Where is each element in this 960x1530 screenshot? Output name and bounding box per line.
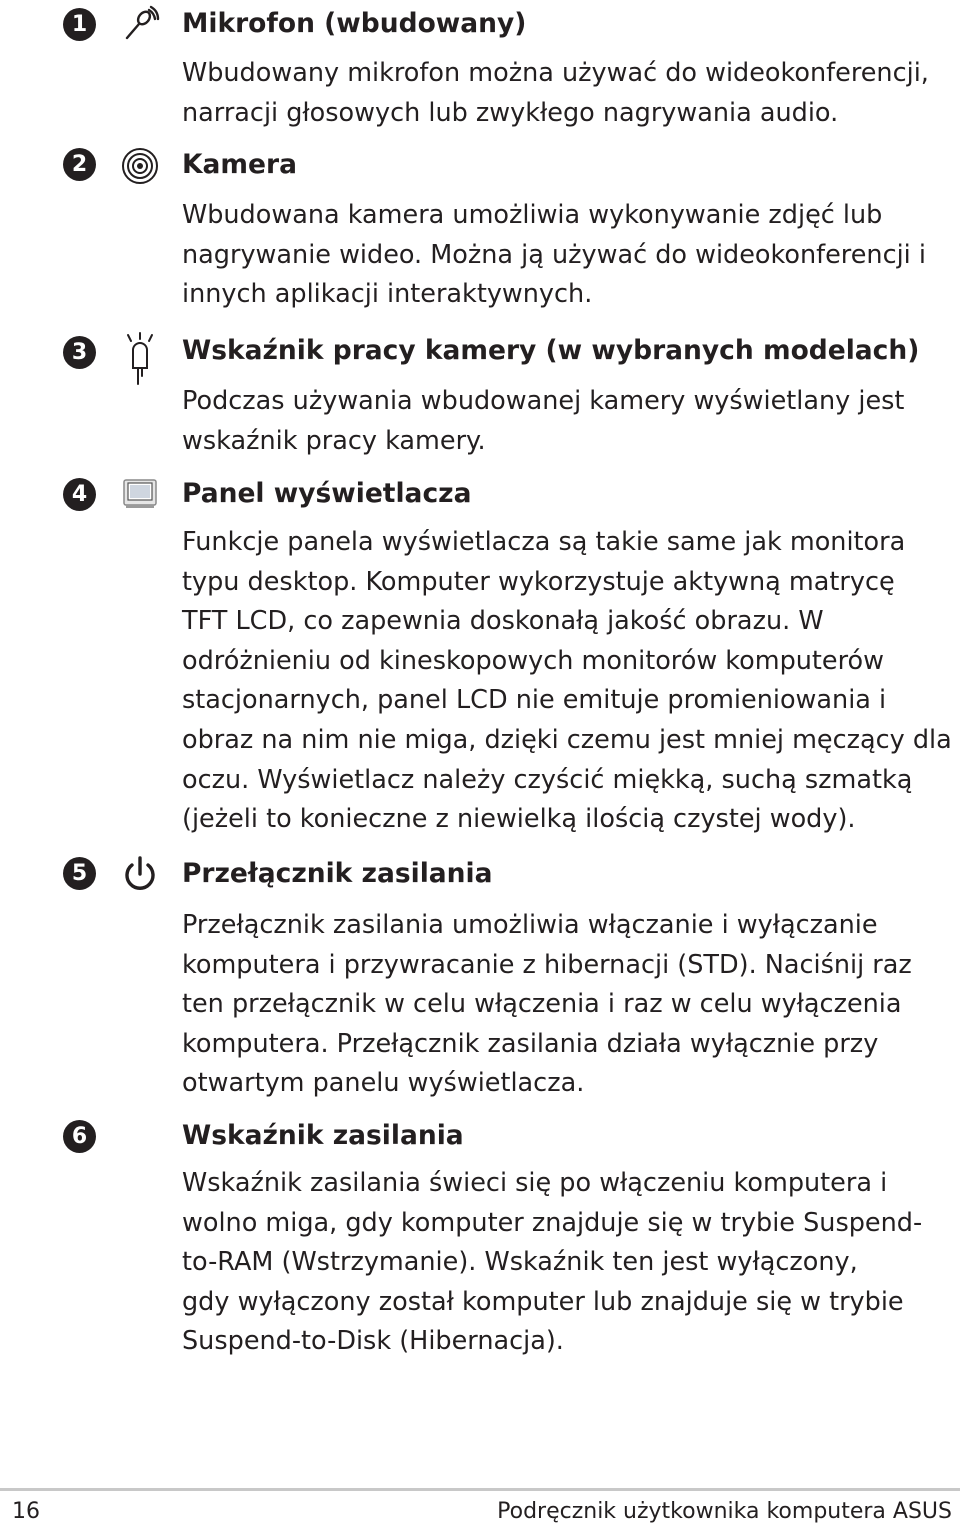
description-line: Suspend-to-Disk (Hibernacja). <box>182 1326 564 1357</box>
description-line: TFT LCD, co zapewnia doskonałą jakość obrazu. W <box>182 606 824 637</box>
item-number-badge: 5 <box>63 857 96 890</box>
item-number-badge: 4 <box>63 478 96 511</box>
item-description <box>182 523 957 840</box>
item-description <box>182 382 957 461</box>
description-line: Podczas używania wbudowanej kamery wyświetlany jest <box>182 386 905 416</box>
description-line: Wbudowany mikrofon można używać do wideokonferencji, <box>182 58 929 88</box>
description-line: gdy wyłączony został komputer lub znajduje się w trybie <box>182 1286 904 1317</box>
item-title: Panel wyświetlacza <box>182 478 472 509</box>
description-line: (jeżeli to konieczne z niewielką ilością czystej wody). <box>182 804 856 835</box>
item-description <box>182 906 957 1104</box>
item-number-badge: 6 <box>63 1120 96 1153</box>
manual-title: Podręcznik użytkownika komputera ASUS <box>497 1499 952 1524</box>
item-title: Kamera <box>182 149 297 180</box>
description-line: narracji głosowych lub zwykłego nagrywania audio. <box>182 97 839 128</box>
display-panel-icon <box>120 474 160 514</box>
description-line: Funkcje panela wyświetlacza są takie same jak monitora <box>182 527 906 557</box>
item-description <box>182 1164 957 1362</box>
camera-indicator-icon <box>120 332 160 386</box>
item-description <box>182 196 957 315</box>
item-title: Przełącznik zasilania <box>182 858 493 889</box>
item-number-badge: 1 <box>63 8 96 41</box>
camera-icon <box>120 146 160 186</box>
item-title: Wskaźnik zasilania <box>182 1120 464 1151</box>
power-icon <box>120 855 160 895</box>
item-number-badge: 3 <box>63 336 96 369</box>
description-line: to-RAM (Wstrzymanie). Wskaźnik ten jest wyłączony, <box>182 1247 858 1278</box>
description-line: wskaźnik pracy kamery. <box>182 425 486 456</box>
item-description <box>182 54 957 133</box>
description-line: ten przełącznik w celu włączenia i raz w celu wyłączenia <box>182 989 902 1020</box>
description-line: wolno miga, gdy komputer znajduje się w trybie Suspend- <box>182 1207 923 1238</box>
description-line: Przełącznik zasilania umożliwia włączanie i wyłączanie <box>182 910 878 940</box>
item-title: Wskaźnik pracy kamery (w wybranych modelach) <box>182 335 920 366</box>
description-line: innych aplikacji interaktywnych. <box>182 279 593 310</box>
description-line: obraz na nim nie miga, dzięki czemu jest mniej męczący dla <box>182 724 952 755</box>
description-line: Wbudowana kamera umożliwia wykonywanie zdjęć lub <box>182 200 883 230</box>
description-line: typu desktop. Komputer wykorzystuje aktywną matrycę <box>182 566 895 597</box>
description-line: oczu. Wyświetlacz należy czyścić miękką, suchą szmatką <box>182 764 913 795</box>
description-line: otwartym panelu wyświetlacza. <box>182 1068 585 1099</box>
description-line: Wskaźnik zasilania świeci się po włączeniu komputera i <box>182 1168 888 1198</box>
description-line: odróżnieniu od kineskopowych monitorów komputerów <box>182 645 884 676</box>
item-title: Mikrofon (wbudowany) <box>182 8 527 39</box>
footer-divider <box>0 1488 960 1491</box>
page-number: 16 <box>12 1499 40 1524</box>
description-line: stacjonarnych, panel LCD nie emituje promieniowania i <box>182 685 887 716</box>
description-line: komputera. Przełącznik zasilania działa wyłącznie przy <box>182 1028 879 1059</box>
description-line: komputera i przywracanie z hibernacji (STD). Naciśnij raz <box>182 949 912 980</box>
microphone-icon <box>120 5 160 45</box>
item-number-badge: 2 <box>63 148 96 181</box>
description-line: nagrywanie wideo. Można ją używać do wideokonferencji i <box>182 239 926 270</box>
